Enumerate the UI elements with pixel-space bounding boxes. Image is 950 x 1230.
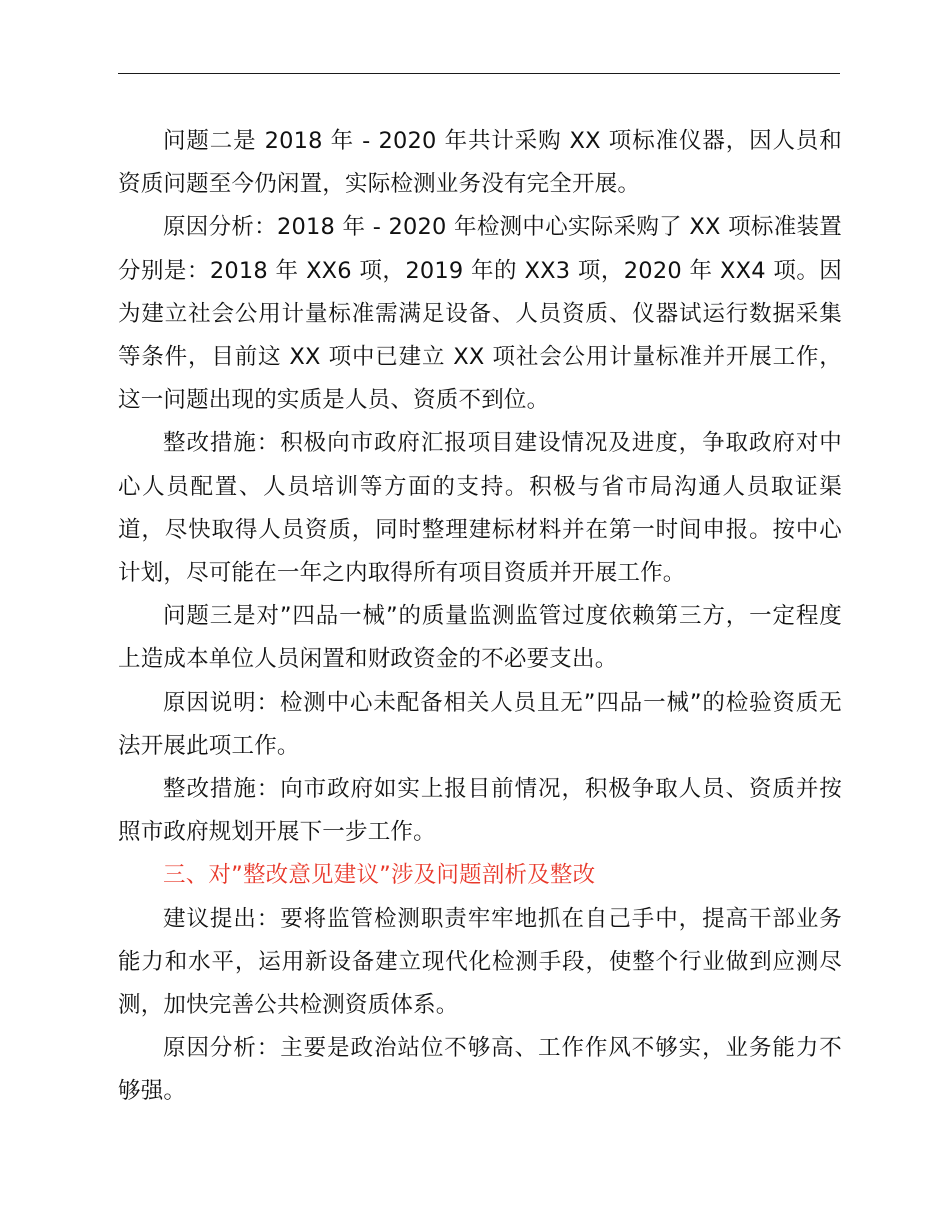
document-body — [118, 120, 842, 1114]
section-heading: 三、对”整改意见建议”涉及问题剖析及整改 — [163, 862, 596, 889]
paragraph-issue-three: 问题三是对”四品一械”的质量监测监管过度依赖第三方，一定程度上造成本单位人员闲置和财政资金的不必要支出。 — [118, 603, 842, 673]
paragraph-rectification-measures-2: 整改措施：向市政府如实上报目前情况，积极争取人员、资质并按照市政府规划开展下一步工作。 — [118, 776, 842, 846]
paragraph-cause-analysis-2: 原因分析：主要是政治站位不够高、工作作风不够实，业务能力不够强。 — [118, 1035, 842, 1105]
paragraph-cause-analysis: 原因分析：2018 年 - 2020 年检测中心实际采购了 XX 项标准装置分别是：2018 年 XX6 项，2019 年的 XX3 项，2020 年 XX4 项。因为建立社会公用计量标准需满足设备、人员资质、仪器试运行数据采集等条件，目前这 XX 项中已建立 XX 项社会公用计量标准并开展工作，这一问题出现的实质是人员、资质不到位。 — [118, 214, 842, 414]
paragraph-issue-two: 问题二是 2018 年 - 2020 年共计采购 XX 项标准仪器，因人员和资质问题至今仍闲置，实际检测业务没有完全开展。 — [118, 128, 842, 198]
paragraph-rectification-measures: 整改措施：积极向市政府汇报项目建设情况及进度，争取政府对中心人员配置、人员培训等方面的支持。积极与省市局沟通人员取证渠道，尽快取得人员资质，同时整理建标材料并在第一时间申报。按中心计划，尽可能在一年之内取得所有项目资质并开展工作。 — [118, 430, 842, 587]
paragraph-cause-explanation: 原因说明：检测中心未配备相关人员且无”四品一械”的检验资质无法开展此项工作。 — [118, 689, 842, 759]
header-rule — [118, 73, 840, 74]
paragraph-suggestion: 建议提出：要将监管检测职责牢牢地抓在自己手中，提高干部业务能力和水平，运用新设备建立现代化检测手段，使整个行业做到应测尽测，加快完善公共检测资质体系。 — [118, 905, 842, 1019]
